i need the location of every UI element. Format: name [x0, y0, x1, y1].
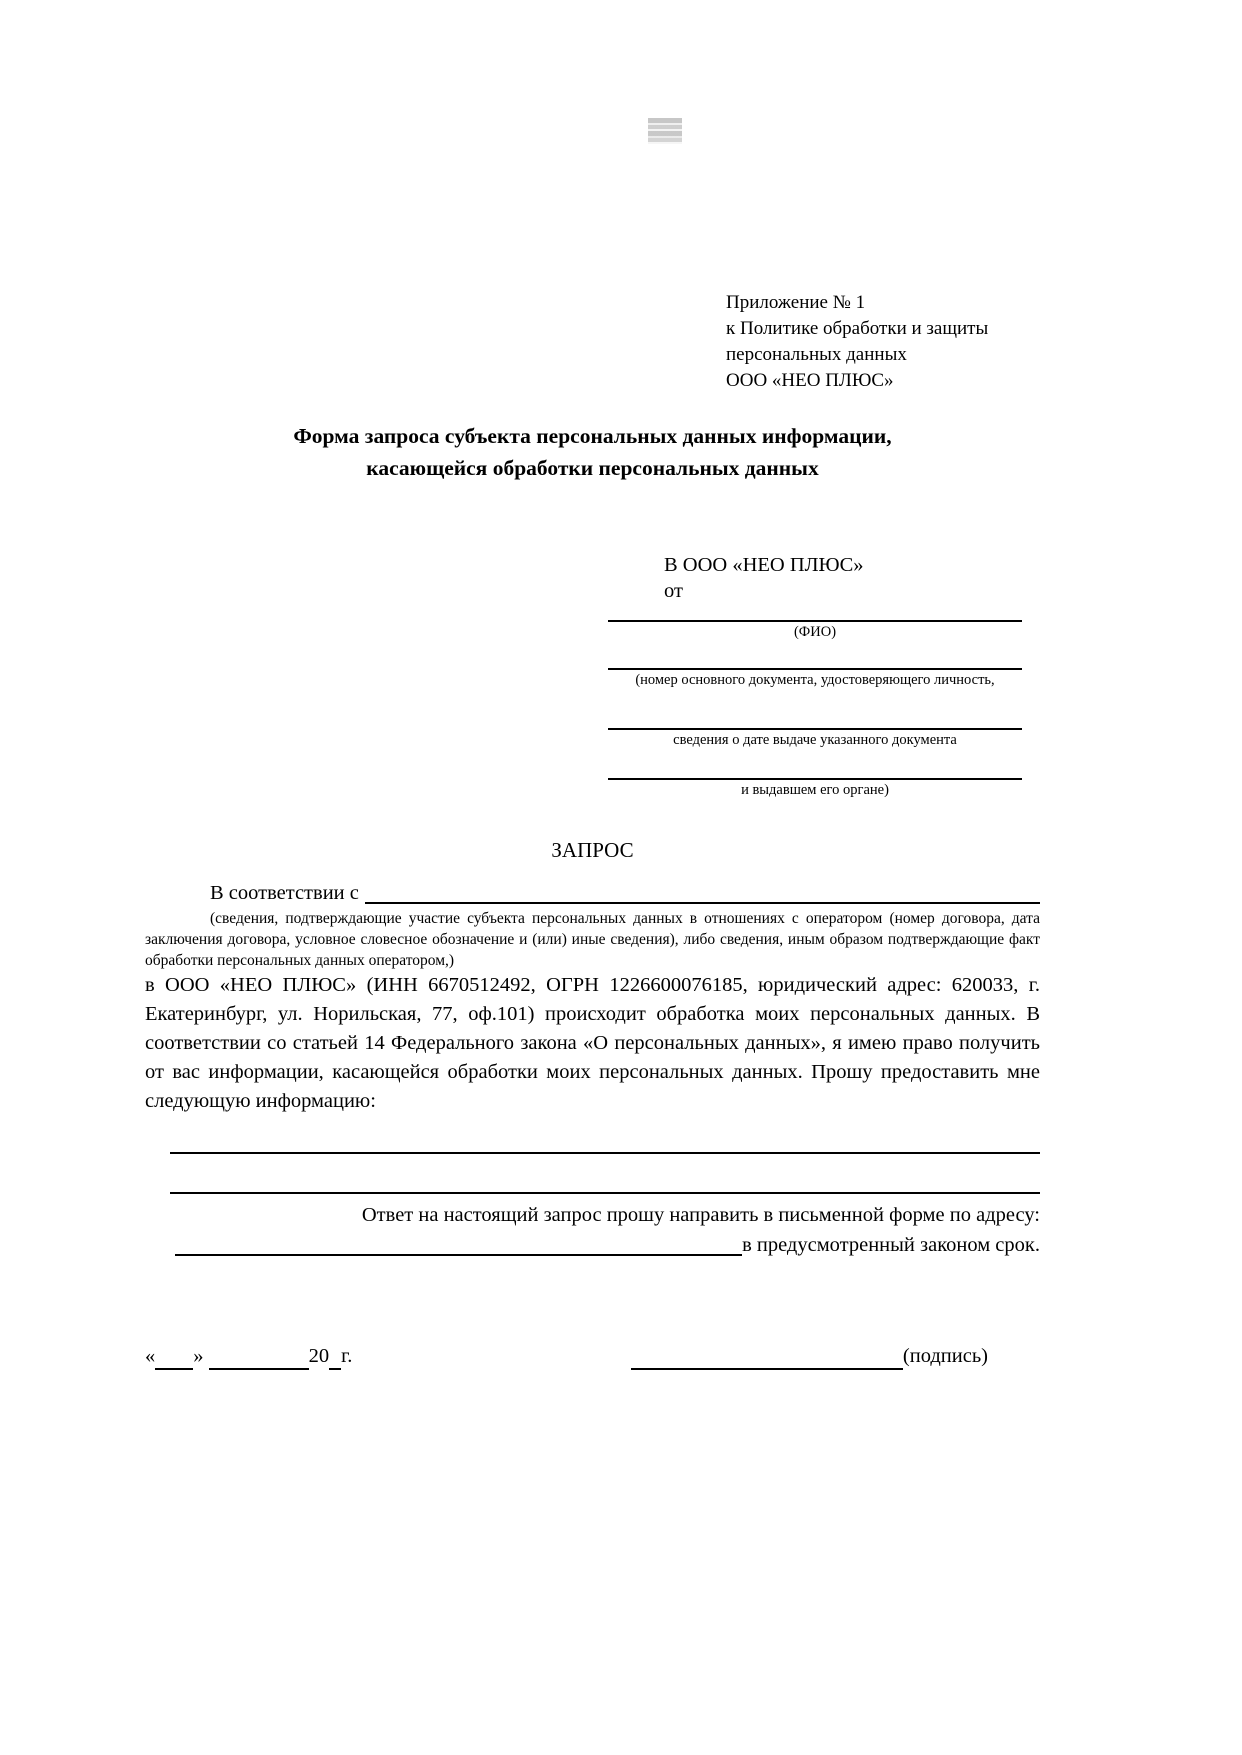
fio-field-label: (ФИО): [793, 624, 837, 640]
reply-address-row: [145, 1230, 1040, 1260]
issuing-authority-field-label: и выдавшем его органе): [741, 782, 889, 798]
date-day-fill-line: [155, 1350, 193, 1370]
date-year-suffix: г.: [341, 1345, 353, 1367]
date-quote-close: »: [193, 1345, 204, 1367]
appendix-block: [726, 290, 1040, 394]
request-heading: ЗАПРОС: [551, 838, 634, 862]
document-title-line1: Форма запроса субъекта персональных данных информации,: [293, 424, 892, 448]
blurred-logo-mark: [648, 118, 682, 144]
fio-fill-line: [608, 604, 1022, 622]
signature-fill-line: [631, 1350, 903, 1370]
lead-in-text: В соответствии с: [210, 882, 359, 904]
issue-date-fill-line: [608, 690, 1022, 730]
reply-address-fill-line: [175, 1230, 742, 1256]
issue-date-field-label: сведения о дате выдаче указанного документа: [673, 732, 957, 748]
document-number-field-label: (номер основного документа, удостоверяющего личность,: [635, 672, 995, 688]
footnote-text: (сведения, подтверждающие участие субъекта персональных данных в отношениях с оператором (номер договора, дата заключения договора, условное словесное обозначение и (или) иные сведения), либо сведения, иным образом подтверждающие факт обработки персональных данных оператором,): [145, 910, 1040, 969]
date-year-prefix: 20: [308, 1345, 330, 1367]
reply-tail-text: в предусмотренный законом срок.: [742, 1234, 1040, 1256]
addressee-from-label: от: [664, 580, 683, 602]
lead-in-row: [145, 878, 1040, 908]
appendix-line: ООО «НЕО ПЛЮС»: [726, 370, 894, 391]
request-body-paragraph: в ООО «НЕО ПЛЮС» (ИНН 6670512492, ОГРН 1226600076185, юридический адрес: 620033, г. Екатеринбург, ул. Норильская, 77, оф.101) происходит обработка моих персональных данных. В соответствии со статьей 14 Федерального закона «О персональных данных», я имею право получить от вас информации, касающейся обработки моих персональных данных. Прошу предоставить мне следующую информацию:: [145, 974, 1040, 1112]
addressee-block: [608, 552, 1022, 800]
date-month-fill-line: [209, 1350, 309, 1370]
signature-row: [145, 1342, 1040, 1370]
date-group: [145, 1342, 352, 1370]
document-title: [145, 420, 1040, 484]
appendix-line: персональных данных: [726, 344, 907, 365]
signature-group: [631, 1342, 988, 1370]
document-title-line2: касающейся обработки персональных данных: [366, 456, 819, 480]
appendix-line: к Политике обработки и защиты: [726, 318, 989, 339]
info-fill-line-1: [170, 1152, 1040, 1154]
lead-in-fill-line: [365, 878, 1040, 904]
appendix-line: Приложение № 1: [726, 292, 866, 313]
reply-instruction: Ответ на настоящий запрос прошу направить в письменной форме по адресу:: [361, 1204, 1040, 1226]
signature-label: (подпись): [902, 1345, 988, 1367]
addressee-to: В ООО «НЕО ПЛЮС»: [664, 554, 864, 576]
date-quote-open: «: [145, 1345, 156, 1367]
document-number-fill-line: [608, 642, 1022, 670]
date-year-fill-line: [329, 1350, 341, 1370]
info-fill-line-2: [170, 1192, 1040, 1194]
issuing-authority-fill-line: [608, 750, 1022, 780]
